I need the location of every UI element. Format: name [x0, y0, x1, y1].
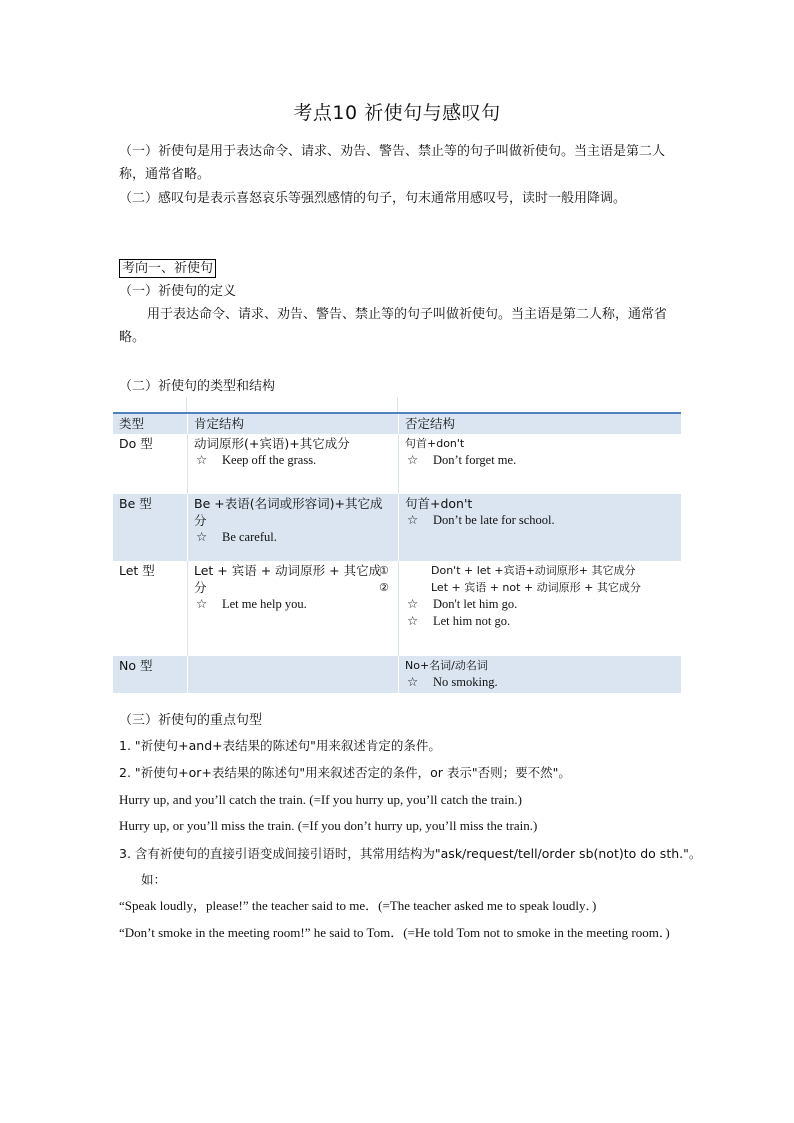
example-text: Be careful. — [222, 530, 277, 544]
table-row-no — [113, 656, 681, 693]
star-icon: ☆ — [407, 453, 419, 467]
structure-text: Be +表语(名词或形容词)+其它成分 — [194, 496, 383, 528]
example-text: Don’t forget me. — [433, 453, 517, 467]
negative-cell — [379, 561, 682, 656]
negative-cell — [399, 494, 682, 561]
positive-cell — [188, 494, 399, 561]
structure-text: Let + 宾语 + not + 动词原形 + 其它成分 — [431, 581, 641, 594]
structure-text: Let + 宾语 + 动词原形 + 其它成分 — [194, 563, 382, 595]
types-heading: （二）祈使句的类型和结构 — [119, 379, 276, 394]
intro-paragraph-2: （二）感叹句是表示喜怒哀乐等强烈感情的句子，句末通常用感叹号，读时一般用降调。 — [119, 191, 627, 206]
star-icon: ☆ — [407, 597, 419, 611]
negative-cell — [399, 434, 682, 494]
header-type: 类型 — [113, 414, 188, 434]
table-top-divider — [186, 397, 187, 413]
type-cell: Do 型 — [119, 436, 153, 451]
star-icon: ☆ — [196, 453, 208, 467]
example-text: Don't let him go. — [433, 597, 518, 611]
definition-text: 用于表达命令、请求、劝告、警告、禁止等的句子叫做祈使句。当主语是第二人称，通常省略。 — [119, 307, 668, 345]
pattern-example-2: Hurry up, or you’ll miss the train. (=If you don’t hurry up, you’ll miss the train.) — [119, 818, 538, 833]
table-row-be — [113, 494, 681, 561]
pattern-item-2: 2. "祈使句+or+表结果的陈述句"用来叙述否定的条件，or 表示"否则；要不然"。 — [119, 765, 571, 780]
structure-text: 句首+don't — [405, 437, 465, 450]
pattern-example-1: Hurry up, and you’ll catch the train. (=If you hurry up, you’ll catch the train.) — [119, 792, 522, 807]
positive-cell — [188, 561, 399, 656]
key-patterns-heading: （三）祈使句的重点句型 — [119, 713, 263, 728]
pattern-example-3: “Speak loudly，please!” the teacher said to me．(=The teacher asked me to speak loudly．) — [119, 898, 597, 913]
example-text: Let him not go. — [433, 614, 511, 628]
example-text: Let me help you. — [222, 597, 307, 611]
intro-paragraph-1: （一）祈使句是用于表达命令、请求、劝告、警告、禁止等的句子叫做祈使句。当主语是第二人称，通常省略。 — [119, 144, 666, 182]
structure-text: 动词原形(+宾语)+其它成分 — [194, 436, 350, 451]
page-title: 考点10 祈使句与感叹句 — [293, 102, 501, 124]
header-negative: 否定结构 — [399, 414, 682, 434]
section-heading-imperative: 考向一、祈使句 — [119, 259, 216, 278]
definition-heading: （一）祈使句的定义 — [119, 284, 237, 299]
example-text: No smoking. — [433, 675, 498, 689]
circled-number-2: ② — [379, 581, 389, 594]
structure-text: 句首+don't — [405, 496, 473, 511]
star-icon: ☆ — [407, 675, 419, 689]
table-header-row — [113, 414, 681, 434]
positive-cell — [188, 656, 399, 693]
type-cell: Be 型 — [113, 494, 188, 561]
type-cell: Let 型 — [119, 563, 155, 578]
pattern-item-1: 1. "祈使句+and+表结果的陈述句"用来叙述肯定的条件。 — [119, 738, 441, 753]
pattern-item-3: 3. 含有祈使句的直接引语变成间接引语时，其常用结构为"ask/request/tell/order sb(not)to do sth."。如： — [119, 846, 702, 887]
star-icon: ☆ — [196, 597, 208, 611]
example-text: Keep off the grass. — [222, 453, 317, 467]
star-icon: ☆ — [196, 530, 208, 544]
table-top-divider — [397, 397, 398, 413]
star-icon: ☆ — [407, 614, 419, 628]
pattern-example-4: “Don’t smoke in the meeting room!” he said to Tom．(=He told Tom not to smoke in the meeting room．) — [119, 925, 670, 940]
type-cell: No 型 — [113, 656, 188, 693]
negative-cell — [399, 656, 682, 693]
structure-text: Don't + let +宾语+动词原形+ 其它成分 — [431, 564, 636, 577]
table-row-let — [113, 561, 681, 656]
example-text: Don’t be late for school. — [433, 513, 555, 527]
table-row-do — [113, 434, 681, 494]
header-positive: 肯定结构 — [188, 414, 399, 434]
structure-text: No+名词/动名词 — [405, 659, 488, 672]
star-icon: ☆ — [407, 513, 419, 527]
positive-cell — [188, 434, 399, 494]
circled-number-1: ① — [379, 564, 389, 577]
imperative-table — [113, 414, 681, 693]
